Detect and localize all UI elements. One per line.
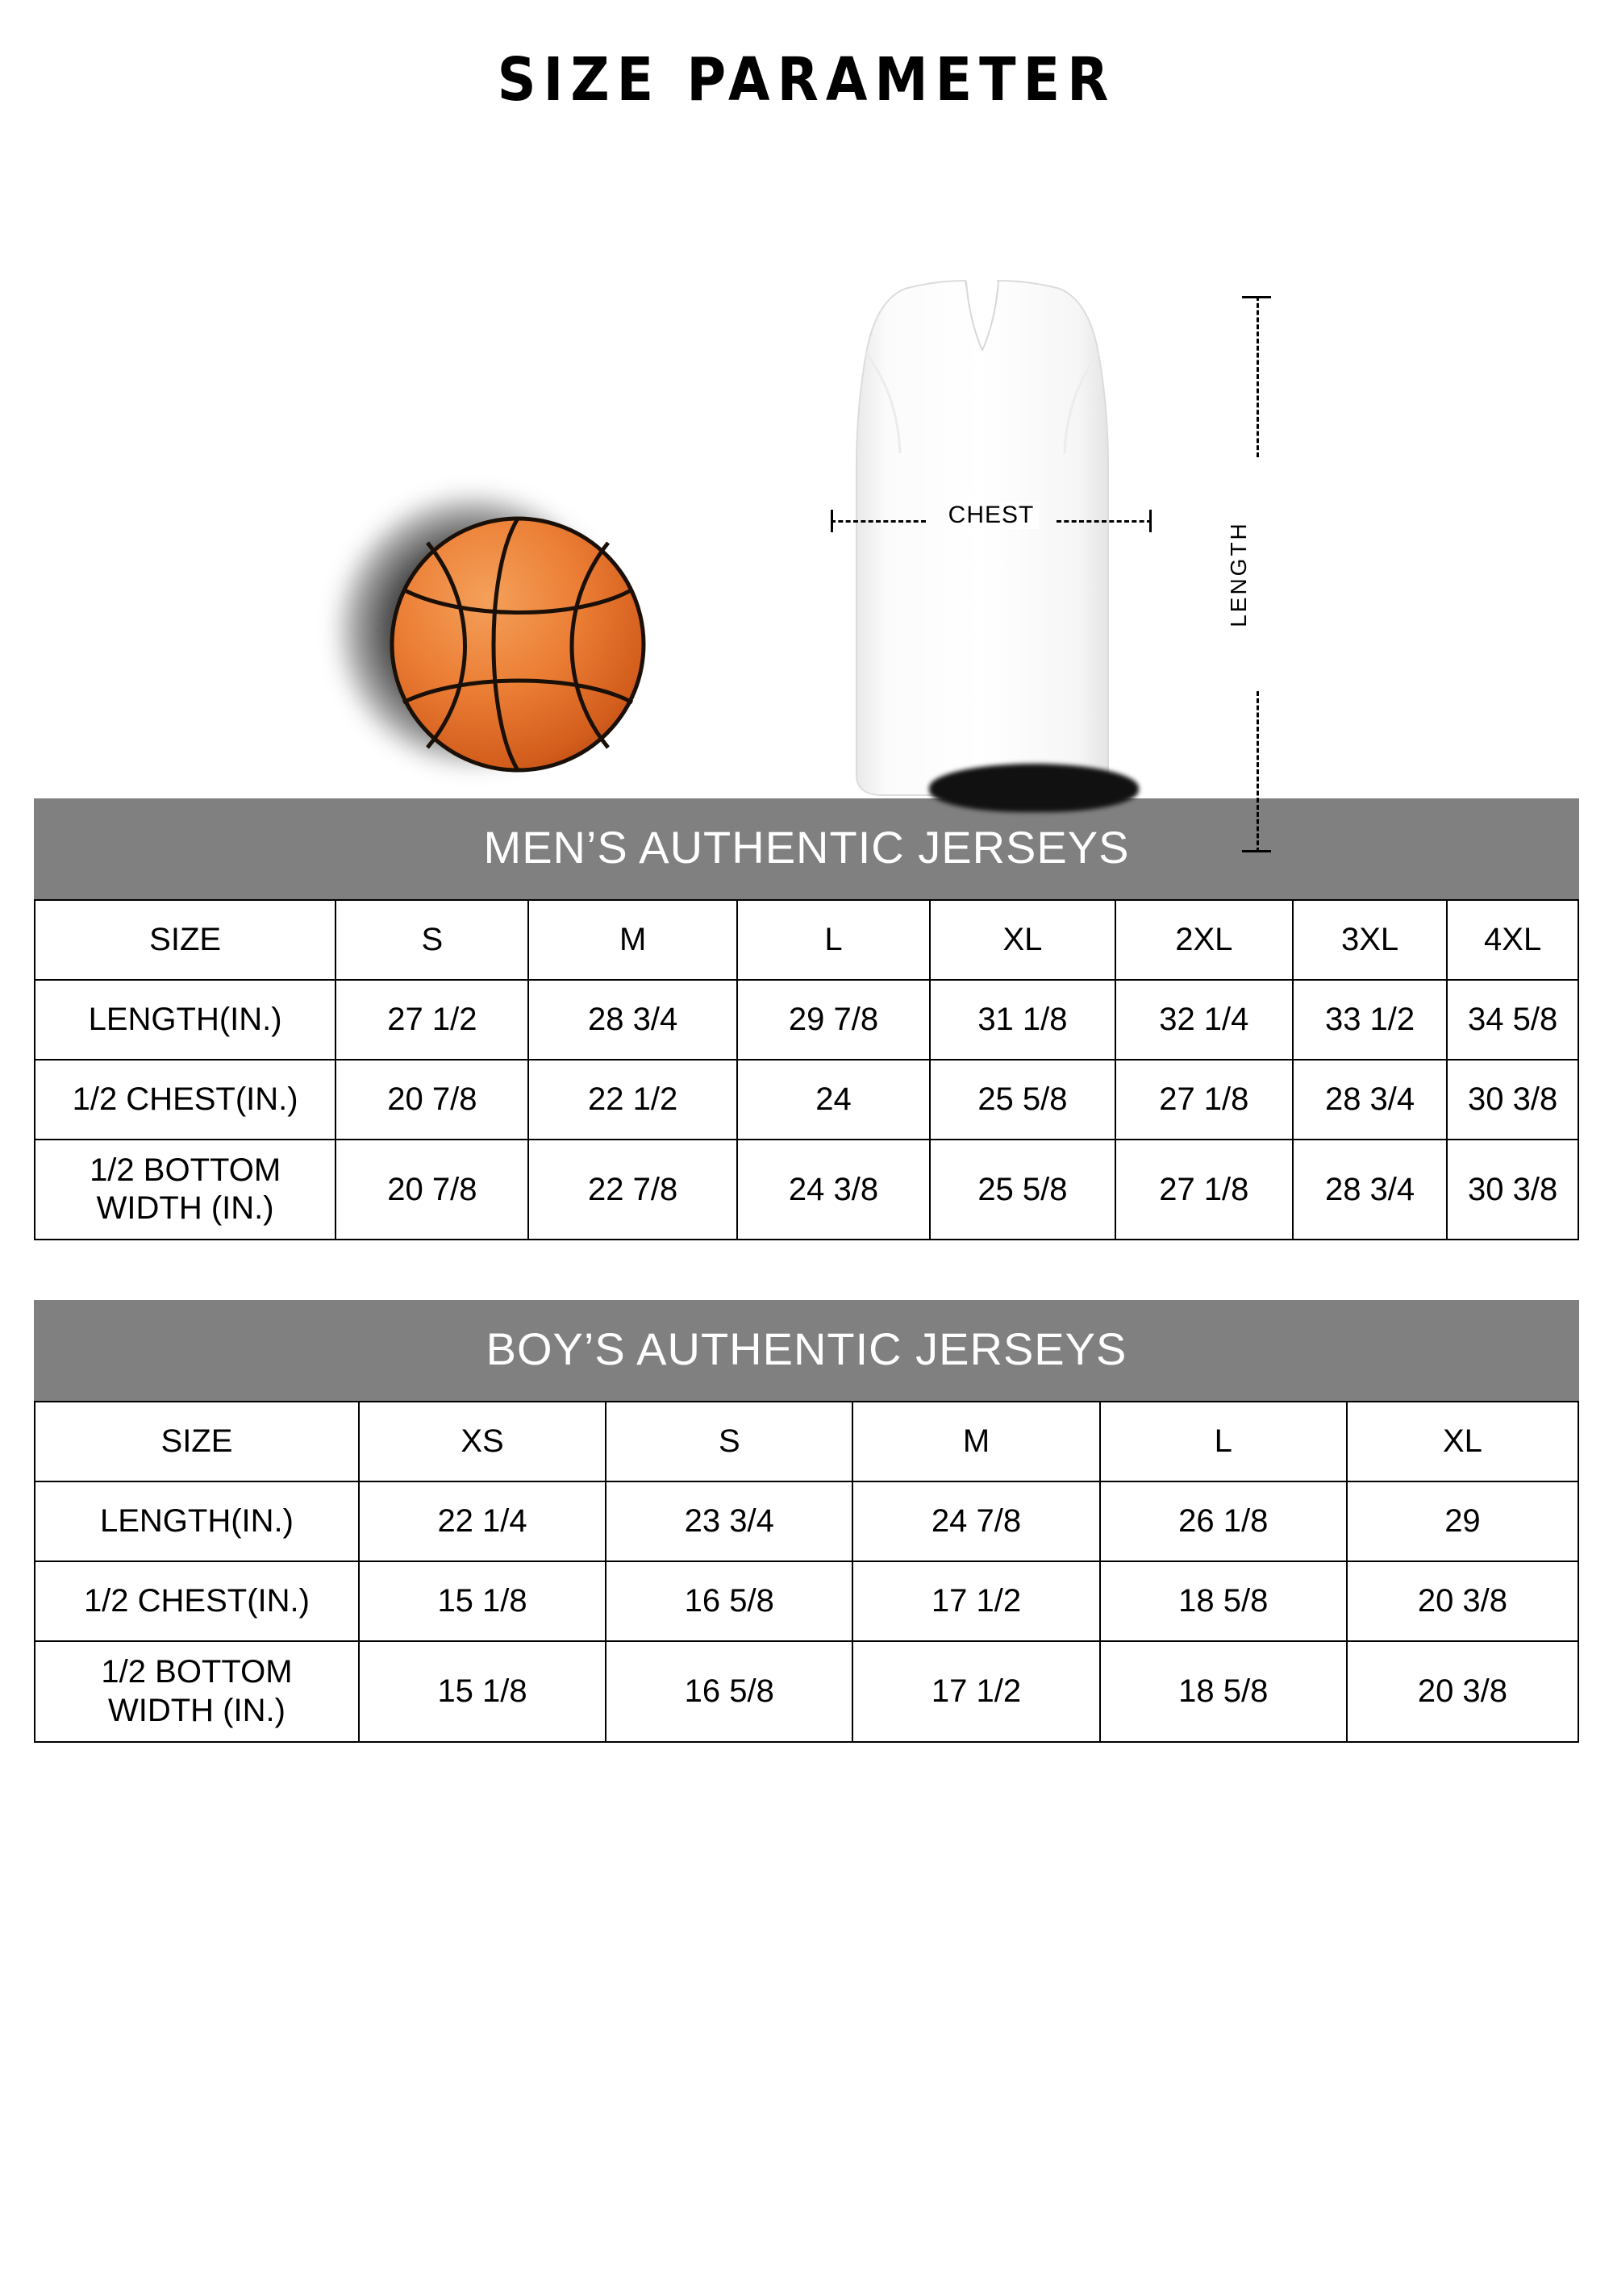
basketball-illustration — [332, 481, 623, 772]
boys-chest-xs: 15 1/8 — [359, 1561, 606, 1641]
boys-bottom-l: 18 5/8 — [1100, 1641, 1347, 1741]
mens-table-header: MEN’S AUTHENTIC JERSEYS — [34, 798, 1579, 899]
mens-row-length-label: LENGTH(IN.) — [35, 980, 336, 1060]
mens-bottom-3xl: 28 3/4 — [1293, 1140, 1447, 1240]
table-row — [35, 1060, 1578, 1140]
boys-chest-l: 18 5/8 — [1100, 1561, 1347, 1641]
mens-col-l: L — [737, 900, 930, 980]
boys-row-bottom-label-line2: WIDTH (IN.) — [107, 1692, 286, 1728]
mens-chest-m: 22 1/2 — [528, 1060, 736, 1140]
mens-chest-2xl: 27 1/8 — [1115, 1060, 1293, 1140]
mens-col-s: S — [336, 900, 528, 980]
jersey-shadow — [929, 764, 1139, 812]
mens-chest-s: 20 7/8 — [336, 1060, 528, 1140]
mens-chest-3xl: 28 3/4 — [1293, 1060, 1447, 1140]
product-illustration — [34, 115, 1579, 784]
table-row — [35, 1641, 1578, 1741]
mens-length-xl: 31 1/8 — [930, 980, 1115, 1060]
boys-length-l: 26 1/8 — [1100, 1481, 1347, 1561]
mens-length-l: 29 7/8 — [737, 980, 930, 1060]
length-measurement-line — [1226, 296, 1271, 852]
table-row — [35, 1140, 1578, 1240]
boys-col-xs: XS — [359, 1402, 606, 1481]
mens-length-2xl: 32 1/4 — [1115, 980, 1293, 1060]
boys-row-length-label: LENGTH(IN.) — [35, 1481, 359, 1561]
mens-bottom-xl: 25 5/8 — [930, 1140, 1115, 1240]
mens-row-bottom-label — [35, 1140, 336, 1240]
boys-length-xs: 22 1/4 — [359, 1481, 606, 1561]
boys-bottom-m: 17 1/2 — [852, 1641, 1099, 1741]
boys-length-s: 23 3/4 — [606, 1481, 852, 1561]
length-cap-bottom — [1242, 850, 1271, 852]
mens-col-m: M — [528, 900, 736, 980]
table-row — [35, 900, 1578, 980]
mens-length-3xl: 33 1/2 — [1293, 980, 1447, 1060]
table-gap — [34, 1240, 1579, 1286]
chest-dash-left — [831, 520, 926, 523]
length-label: LENGTH — [1223, 515, 1255, 634]
boys-chest-m: 17 1/2 — [852, 1561, 1099, 1641]
boys-row-chest-label: 1/2 CHEST(IN.) — [35, 1561, 359, 1641]
boys-col-size: SIZE — [35, 1402, 359, 1481]
boys-bottom-xl: 20 3/8 — [1347, 1641, 1578, 1741]
boys-length-xl: 29 — [1347, 1481, 1578, 1561]
chest-measurement-line — [831, 502, 1152, 532]
mens-chest-xl: 25 5/8 — [930, 1060, 1115, 1140]
boys-size-table-block — [34, 1300, 1579, 1742]
boys-chest-xl: 20 3/8 — [1347, 1561, 1578, 1641]
boys-col-m: M — [852, 1402, 1099, 1481]
basketball-icon — [389, 515, 647, 773]
mens-bottom-s: 20 7/8 — [336, 1140, 528, 1240]
mens-col-size: SIZE — [35, 900, 336, 980]
boys-col-l: L — [1100, 1402, 1347, 1481]
mens-chest-4xl: 30 3/8 — [1447, 1060, 1578, 1140]
boys-table-header: BOY’S AUTHENTIC JERSEYS — [34, 1300, 1579, 1401]
mens-size-table-block — [34, 798, 1579, 1240]
length-dash-top — [1257, 296, 1259, 457]
mens-col-xl: XL — [930, 900, 1115, 980]
mens-length-4xl: 34 5/8 — [1447, 980, 1578, 1060]
boys-size-table — [34, 1401, 1579, 1742]
table-row — [35, 1402, 1578, 1481]
mens-length-m: 28 3/4 — [528, 980, 736, 1060]
chest-cap-right — [1149, 510, 1152, 532]
boys-row-bottom-label — [35, 1641, 359, 1741]
mens-size-table — [34, 899, 1579, 1240]
table-row — [35, 980, 1578, 1060]
mens-row-bottom-label-line2: WIDTH (IN.) — [96, 1190, 274, 1227]
boys-chest-s: 16 5/8 — [606, 1561, 852, 1641]
boys-length-m: 24 7/8 — [852, 1481, 1099, 1561]
mens-length-s: 27 1/2 — [336, 980, 528, 1060]
table-row — [35, 1561, 1578, 1641]
mens-bottom-4xl: 30 3/8 — [1447, 1140, 1578, 1240]
boys-col-s: S — [606, 1402, 852, 1481]
boys-bottom-s: 16 5/8 — [606, 1641, 852, 1741]
boys-row-bottom-label-line1: 1/2 BOTTOM — [101, 1654, 293, 1690]
page-title: SIZE PARAMETER — [497, 45, 1116, 115]
basketball-jersey-icon — [808, 276, 1155, 832]
mens-row-chest-label: 1/2 CHEST(IN.) — [35, 1060, 336, 1140]
mens-row-bottom-label-line1: 1/2 BOTTOM — [90, 1152, 281, 1188]
mens-bottom-l: 24 3/8 — [737, 1140, 930, 1240]
size-chart-page — [0, 45, 1613, 2296]
mens-col-2xl: 2XL — [1115, 900, 1293, 980]
table-row — [35, 1481, 1578, 1561]
boys-col-xl: XL — [1347, 1402, 1578, 1481]
mens-bottom-2xl: 27 1/8 — [1115, 1140, 1293, 1240]
mens-chest-l: 24 — [737, 1060, 930, 1140]
chest-label: CHEST — [944, 502, 1040, 529]
boys-bottom-xs: 15 1/8 — [359, 1641, 606, 1741]
length-dash-bottom — [1257, 691, 1259, 852]
chest-dash-right — [1057, 520, 1152, 523]
mens-bottom-m: 22 7/8 — [528, 1140, 736, 1240]
jersey-illustration — [808, 276, 1155, 832]
mens-col-3xl: 3XL — [1293, 900, 1447, 980]
mens-col-4xl: 4XL — [1447, 900, 1578, 980]
